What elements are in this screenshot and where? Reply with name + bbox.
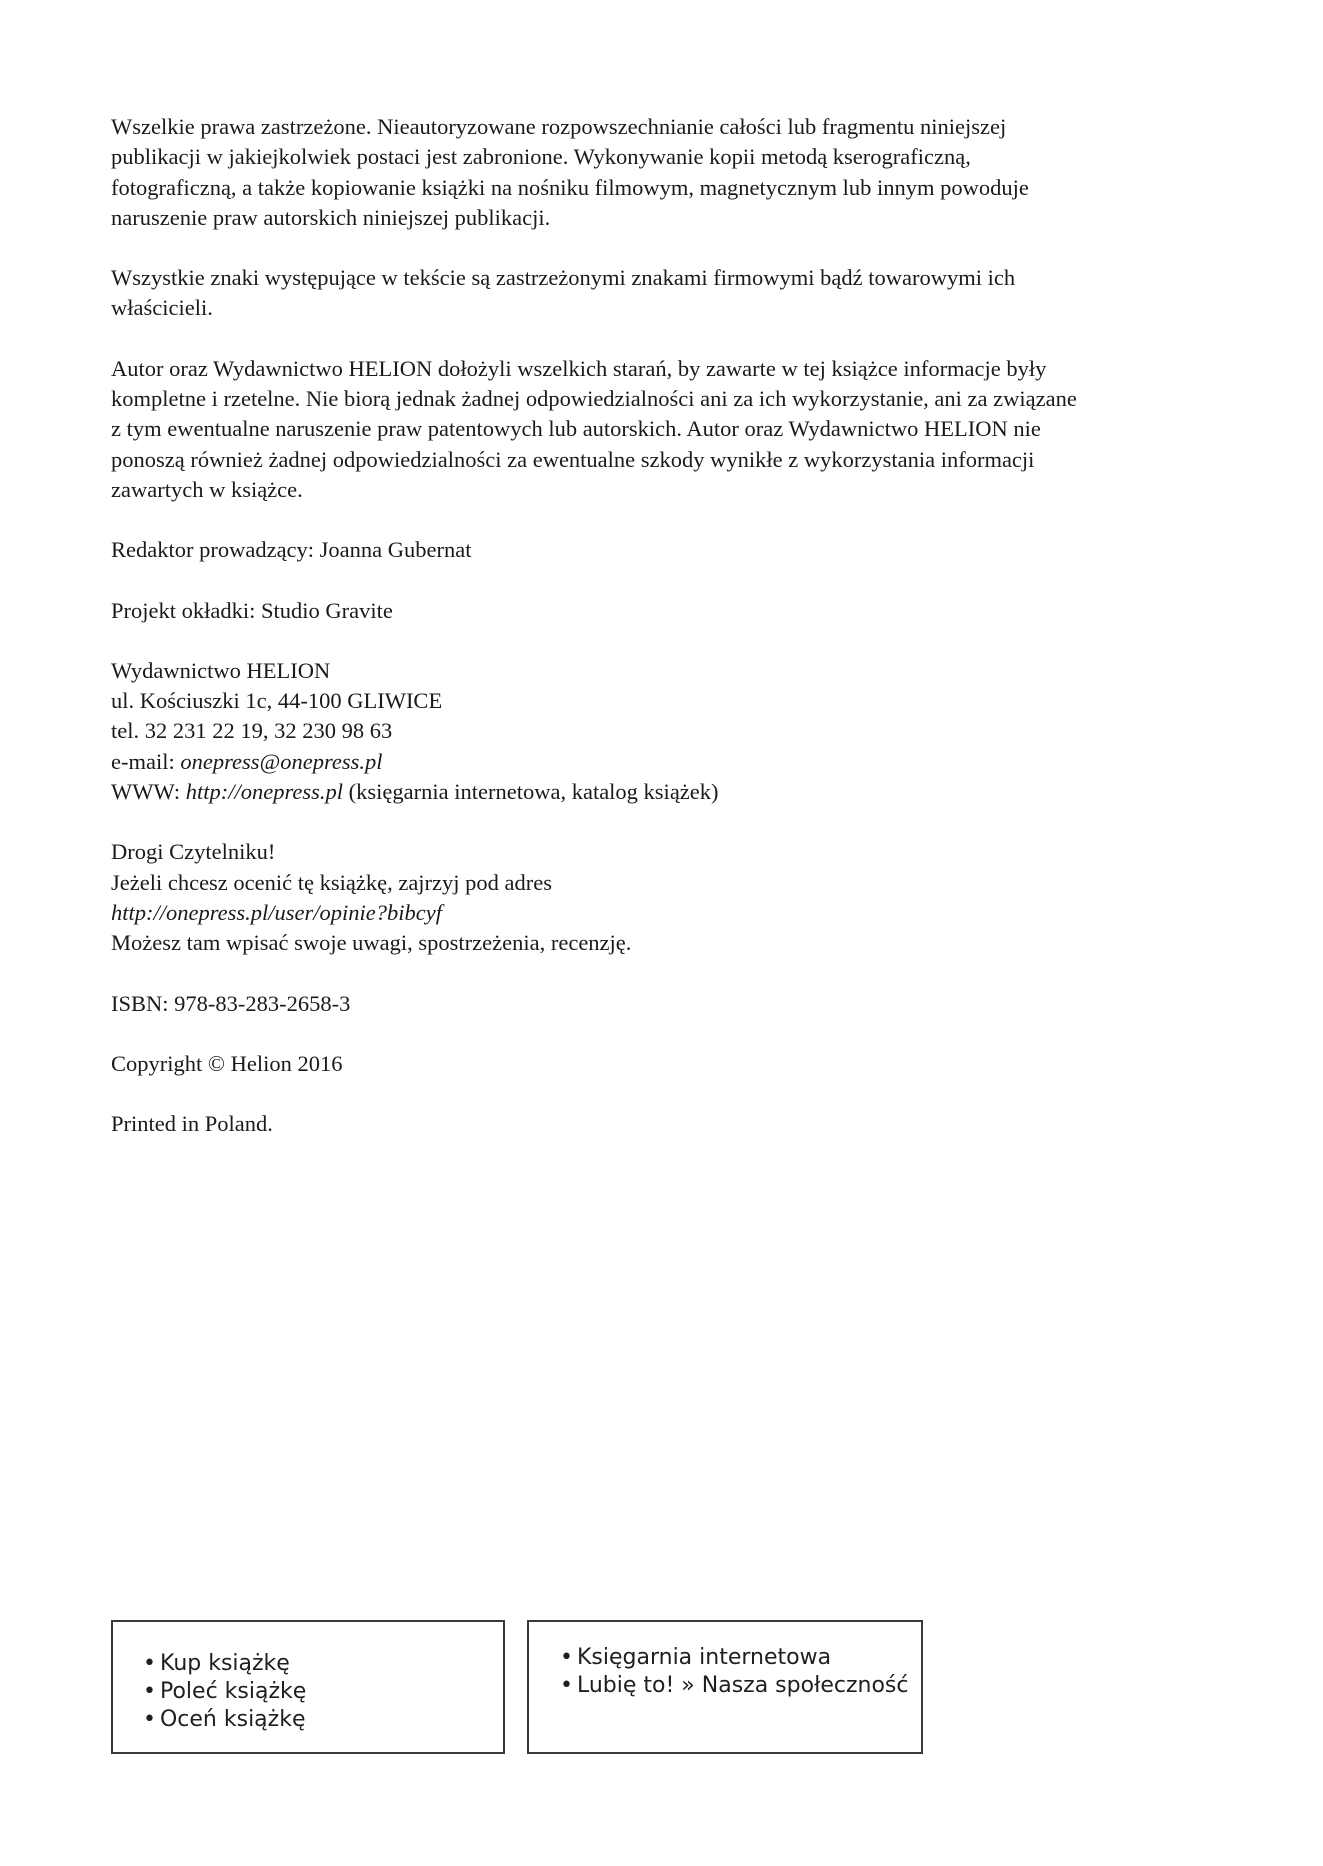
bullet-icon: •: [143, 1651, 156, 1676]
www-link[interactable]: http://onepress.pl: [185, 779, 344, 805]
store-links-list: [560, 1644, 921, 1700]
isbn-text: ISBN: 978-83-283-2658-3: [111, 990, 351, 1016]
opinion-link[interactable]: http://onepress.pl/user/opinie?bibcyf: [111, 899, 442, 925]
bullet-icon: •: [560, 1645, 573, 1670]
rights-paragraph: [111, 112, 1241, 233]
bullet-icon: •: [143, 1707, 156, 1732]
cover-credit: [111, 596, 1241, 626]
trademarks-line: Wszystkie znaki występujące w tekście są zastrzeżonymi znakami firmowymi bądź towarowymi ich: [111, 265, 1016, 291]
rights-line: fotograficzną, a także kopiowanie książki na nośniku filmowym, magnetycznym lub innym powoduje: [111, 174, 1029, 200]
reader-line: Jeżeli chcesz ocenić tę książkę, zajrzyj pod adres: [111, 869, 553, 895]
trademarks-paragraph: [111, 263, 1241, 324]
reader-note: [111, 837, 1241, 958]
publisher-phone: tel. 32 231 22 19, 32 230 98 63: [111, 718, 393, 744]
publisher-www-line: [111, 777, 1241, 807]
publisher-block: [111, 656, 1241, 807]
copyright-text: Copyright © Helion 2016: [111, 1050, 343, 1076]
disclaimer-line: zawartych w książce.: [111, 476, 303, 502]
rights-line: Wszelkie prawa zastrzeżone. Nieautoryzowane rozpowszechnianie całości lub fragmentu niniejszej: [111, 114, 1007, 139]
reader-greeting: Drogi Czytelniku!: [111, 839, 276, 865]
bullet-icon: •: [560, 1673, 573, 1698]
link-label: Lubię to! » Nasza społeczność: [576, 1673, 909, 1698]
disclaimer-line: z tym ewentualne naruszenie praw patentowych lub autorskich. Autor oraz Wydawnictwo HELION nie: [111, 416, 1041, 442]
publisher-email-line: [111, 747, 1241, 777]
rights-line: naruszenie praw autorskich niniejszej publikacji.: [111, 204, 551, 230]
trademarks-line: właścicieli.: [111, 295, 213, 321]
reader-line: Możesz tam wpisać swoje uwagi, spostrzeżenia, recenzję.: [111, 930, 632, 956]
publisher-address: ul. Kościuszki 1c, 44-100 GLIWICE: [111, 688, 443, 714]
link-label: Oceń książkę: [159, 1707, 306, 1732]
editor-text: Redaktor prowadzący: Joanna Gubernat: [111, 537, 472, 563]
recommend-book-link[interactable]: [143, 1678, 503, 1706]
store-links-box: [527, 1620, 923, 1754]
email-label: e-mail:: [111, 748, 181, 774]
disclaimer-line: ponoszą również żadnej odpowiedzialności za ewentualne szkody wynikłe z wykorzystania informacji: [111, 446, 1035, 472]
link-label: Kup książkę: [159, 1651, 290, 1676]
community-link[interactable]: [560, 1672, 921, 1700]
email-link[interactable]: onepress@onepress.pl: [180, 748, 383, 774]
www-label: WWW:: [111, 779, 186, 805]
isbn: [111, 989, 1241, 1019]
www-note: (księgarnia internetowa, katalog książek): [343, 779, 719, 805]
editor-credit: [111, 535, 1241, 565]
disclaimer-line: Autor oraz Wydawnictwo HELION dołożyli wszelkich starań, by zawarte w tej książce informacje były: [111, 355, 1047, 381]
publisher-name: Wydawnictwo HELION: [111, 657, 331, 683]
link-label: Poleć książkę: [159, 1679, 307, 1704]
disclaimer-paragraph: [111, 354, 1241, 505]
printed-in: [111, 1109, 1241, 1139]
cover-text: Projekt okładki: Studio Gravite: [111, 597, 393, 623]
rate-book-link[interactable]: [143, 1706, 503, 1734]
book-actions-list: [143, 1650, 503, 1734]
book-actions-box: [111, 1620, 505, 1754]
online-bookstore-link[interactable]: [560, 1644, 921, 1672]
link-label: Księgarnia internetowa: [576, 1645, 832, 1670]
rights-line: publikacji w jakiejkolwiek postaci jest zabronione. Wykonywanie kopii metodą kserograficzną,: [111, 144, 971, 170]
bullet-icon: •: [143, 1679, 156, 1704]
copyright: [111, 1049, 1241, 1079]
disclaimer-line: kompletne i rzetelne. Nie biorą jednak żadnej odpowiedzialności ani za ich wykorzystanie, ani za związane: [111, 386, 1077, 412]
buy-book-link[interactable]: [143, 1650, 503, 1678]
imprint-page: [111, 112, 1241, 1169]
printed-text: Printed in Poland.: [111, 1111, 273, 1137]
